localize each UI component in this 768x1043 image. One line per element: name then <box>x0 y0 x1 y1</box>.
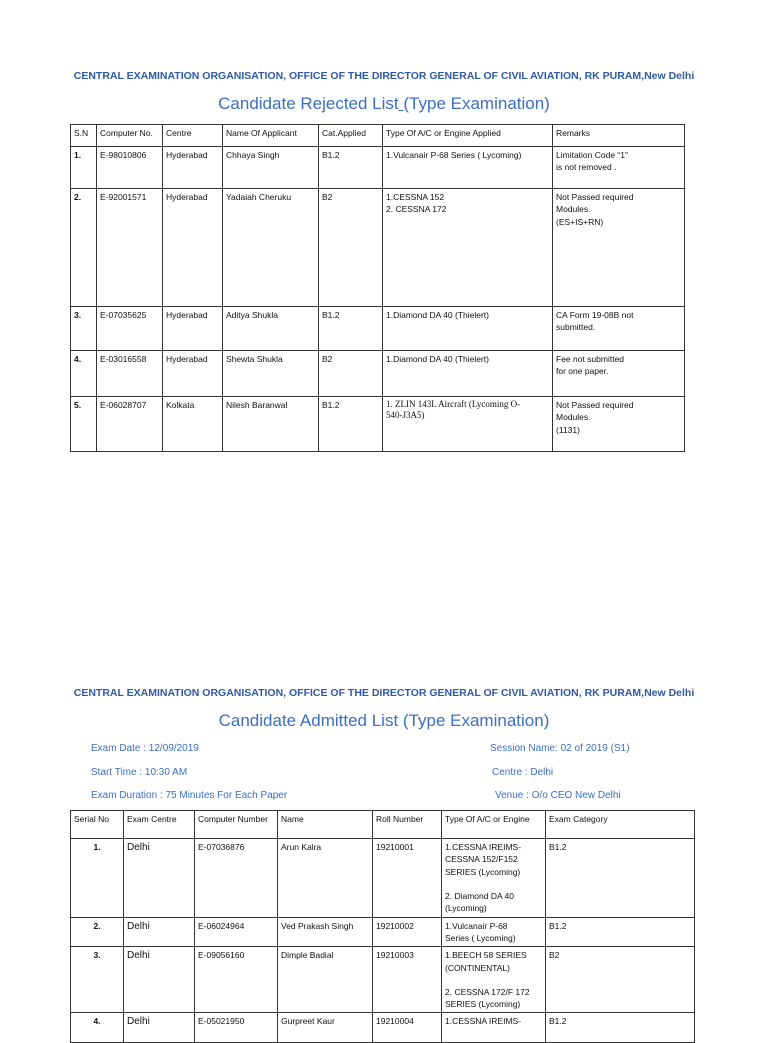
row-name: Aditya Shukla <box>223 307 319 351</box>
row-name: Dimple Badial <box>278 947 373 1013</box>
table-row <box>71 351 685 397</box>
row-type-line <box>445 974 542 986</box>
row-type-line: 540-J3A5) <box>386 409 425 420</box>
admitted-header-name: Name <box>278 811 373 839</box>
row-type <box>442 1013 546 1043</box>
row-sn: 2. <box>71 917 124 947</box>
row-type-line: (Lycoming) <box>445 903 487 914</box>
row-type-line: 1.CESSNA IREIMS- <box>445 1016 522 1027</box>
row-remarks-line: Fee not submitted <box>556 354 625 364</box>
row-centre: Hyderabad <box>163 351 223 397</box>
row-computer-no: E-98010806 <box>97 147 163 189</box>
row-remarks-line: Limitation Code “1” <box>556 150 628 160</box>
row-sn: 4. <box>71 351 97 397</box>
row-name: Nilesh Baranwal <box>223 397 319 452</box>
table-row <box>71 947 695 1013</box>
venue: Venue : O/o CEO New Delhi <box>495 790 621 801</box>
row-cat: B2 <box>319 351 383 397</box>
row-type-line: 2. Diamond DA 40 <box>445 890 514 901</box>
row-type-line: 2. CESSNA 172 <box>386 204 447 215</box>
admitted-header-serial: Serial No <box>71 811 124 839</box>
admitted-header-category: Exam Category <box>546 811 695 839</box>
row-computer-no: E-07035625 <box>97 307 163 351</box>
row-remarks-line: for one paper. <box>556 366 609 377</box>
session-name: Session Name: 02 of 2019 (S1) <box>490 743 630 754</box>
row-computer-no: E-06024964 <box>195 917 278 947</box>
rejected-header-remarks: Remarks <box>553 125 685 147</box>
row-type <box>383 147 553 189</box>
rejected-header-cat: Cat.Applied <box>319 125 383 147</box>
row-remarks-line: (1131) <box>556 424 580 435</box>
rejected-org-heading: CENTRAL EXAMINATION ORGANISATION, OFFICE OF THE DIRECTOR GENERAL OF CIVIL AVIATION, RK PURAM,New Delhi <box>73 70 695 82</box>
rejected-title-paren: (Type Examination) <box>403 94 550 113</box>
row-computer-no: E-07036876 <box>195 839 278 918</box>
row-type-line <box>445 878 542 890</box>
admitted-header-computer-number: Computer Number <box>195 811 278 839</box>
row-name: Chhaya Singh <box>223 147 319 189</box>
row-centre: Hyderabad <box>163 147 223 189</box>
row-sn: 4. <box>71 1013 124 1043</box>
table-row <box>71 307 685 351</box>
row-type-line: SERIES (Lycoming) <box>445 999 521 1010</box>
admitted-table <box>70 810 695 1043</box>
row-exam-centre: Delhi <box>124 947 195 1013</box>
row-type-line: 1.Vulcanair P-68 <box>445 920 508 931</box>
row-centre: Hyderabad <box>163 307 223 351</box>
exam-duration: Exam Duration : 75 Minutes For Each Paper <box>91 790 288 801</box>
row-type <box>383 397 553 452</box>
row-remarks-line: Not Passed required <box>556 400 634 410</box>
row-sn: 2. <box>71 189 97 307</box>
rejected-header-name: Name Of Applicant <box>223 125 319 147</box>
row-computer-no: E-92001571 <box>97 189 163 307</box>
row-remarks <box>553 147 685 189</box>
row-category: B1.2 <box>546 839 695 918</box>
row-type <box>442 839 546 918</box>
row-computer-no: E-09056160 <box>195 947 278 1013</box>
row-type-line: 2. CESSNA 172/F 172 <box>445 986 530 997</box>
row-exam-centre: Delhi <box>124 917 195 947</box>
row-computer-no: E-03016558 <box>97 351 163 397</box>
row-remarks-line: submitted. <box>556 322 596 333</box>
table-row <box>71 189 685 307</box>
exam-centre: Centre : Delhi <box>492 767 554 778</box>
admitted-header-type: Type Of A/C or Engine <box>442 811 546 839</box>
row-computer-no: E-05021950 <box>195 1013 278 1043</box>
row-type <box>383 351 553 397</box>
row-centre: Kolkata <box>163 397 223 452</box>
row-name: Ved Prakash Singh <box>278 917 373 947</box>
row-type-line: 1.CESSNA 152 <box>386 192 445 202</box>
table-row <box>71 839 695 918</box>
row-sn: 1. <box>71 147 97 189</box>
row-type-line: 1.BEECH 58 SERIES <box>445 950 527 961</box>
row-type-line: (CONTINENTAL) <box>445 962 511 973</box>
admitted-org-heading: CENTRAL EXAMINATION ORGANISATION, OFFICE OF THE DIRECTOR GENERAL OF CIVIL AVIATION, RK PURAM,New Delhi <box>73 687 695 699</box>
row-roll: 19210002 <box>373 917 442 947</box>
row-remarks-line: (ES+IS+RN) <box>556 216 604 227</box>
row-type-line: 1. ZLIN 143L Aircraft (Lycoming O- <box>386 399 521 409</box>
row-cat: B1.2 <box>319 147 383 189</box>
row-sn: 5. <box>71 397 97 452</box>
row-type <box>442 917 546 947</box>
row-remarks-line: Modules. <box>556 204 591 215</box>
table-row <box>71 1013 695 1043</box>
row-cat: B1.2 <box>319 307 383 351</box>
admitted-header-roll: Roll Number <box>373 811 442 839</box>
row-name: Gurpreet Kaur <box>278 1013 373 1043</box>
row-roll: 19210003 <box>373 947 442 1013</box>
row-remarks <box>553 307 685 351</box>
row-category: B2 <box>546 947 695 1013</box>
row-roll: 19210004 <box>373 1013 442 1043</box>
row-sn: 3. <box>71 947 124 1013</box>
row-roll: 19210001 <box>373 839 442 918</box>
row-type-line: SERIES (Lycoming) <box>445 866 521 877</box>
start-time: Start Time : 10:30 AM <box>91 767 188 778</box>
rejected-header-sn: S.N <box>71 125 97 147</box>
row-name: Shewta Shukla <box>223 351 319 397</box>
row-remarks-line: Modules. <box>556 412 591 423</box>
row-name: Arun Kalra <box>278 839 373 918</box>
row-centre: Hyderabad <box>163 189 223 307</box>
row-category: B1.2 <box>546 917 695 947</box>
row-remarks-line: CA Form 19-08B not <box>556 310 634 320</box>
exam-date: Exam Date : 12/09/2019 <box>91 743 199 754</box>
admitted-title: Candidate Admitted List (Type Examination) <box>218 711 550 730</box>
row-exam-centre: Delhi <box>124 1013 195 1043</box>
table-row <box>71 917 695 947</box>
row-category: B1.2 <box>546 1013 695 1043</box>
row-type <box>442 947 546 1013</box>
row-sn: 1. <box>71 839 124 918</box>
row-cat: B2 <box>319 189 383 307</box>
rejected-title-main: Candidate Rejected List <box>218 94 399 113</box>
table-row <box>71 147 685 189</box>
row-type <box>383 189 553 307</box>
row-type-line: 1.Diamond DA 40 (Thielert) <box>386 354 489 364</box>
row-remarks <box>553 351 685 397</box>
row-remarks-line: is not removed . <box>556 162 617 173</box>
row-type-line: 1.CESSNA IREIMS- <box>445 842 522 852</box>
rejected-title <box>0 94 768 114</box>
admitted-header-exam-centre: Exam Centre <box>124 811 195 839</box>
row-type-line: 1.Diamond DA 40 (Thielert) <box>386 310 489 320</box>
row-type <box>383 307 553 351</box>
admitted-header-row <box>71 811 695 839</box>
row-exam-centre: Delhi <box>124 839 195 918</box>
row-sn: 3. <box>71 307 97 351</box>
row-remarks <box>553 397 685 452</box>
rejected-header-row <box>71 125 685 147</box>
row-cat: B1.2 <box>319 397 383 452</box>
row-remarks <box>553 189 685 307</box>
table-row <box>71 397 685 452</box>
rejected-header-type: Type Of A/C or Engine Applied <box>383 125 553 147</box>
row-remarks-line: Not Passed required <box>556 192 634 202</box>
row-type-line: Series ( Lycoming) <box>445 932 516 943</box>
row-name: Yadaiah Cheruku <box>223 189 319 307</box>
row-type-line: 1.Vulcanair P-68 Series ( Lycoming) <box>386 150 522 160</box>
rejected-header-centre: Centre <box>163 125 223 147</box>
row-type-line: CESSNA 152/F152 <box>445 854 518 865</box>
row-computer-no: E-06028707 <box>97 397 163 452</box>
rejected-header-computer-no: Computer No. <box>97 125 163 147</box>
rejected-table <box>70 124 685 452</box>
